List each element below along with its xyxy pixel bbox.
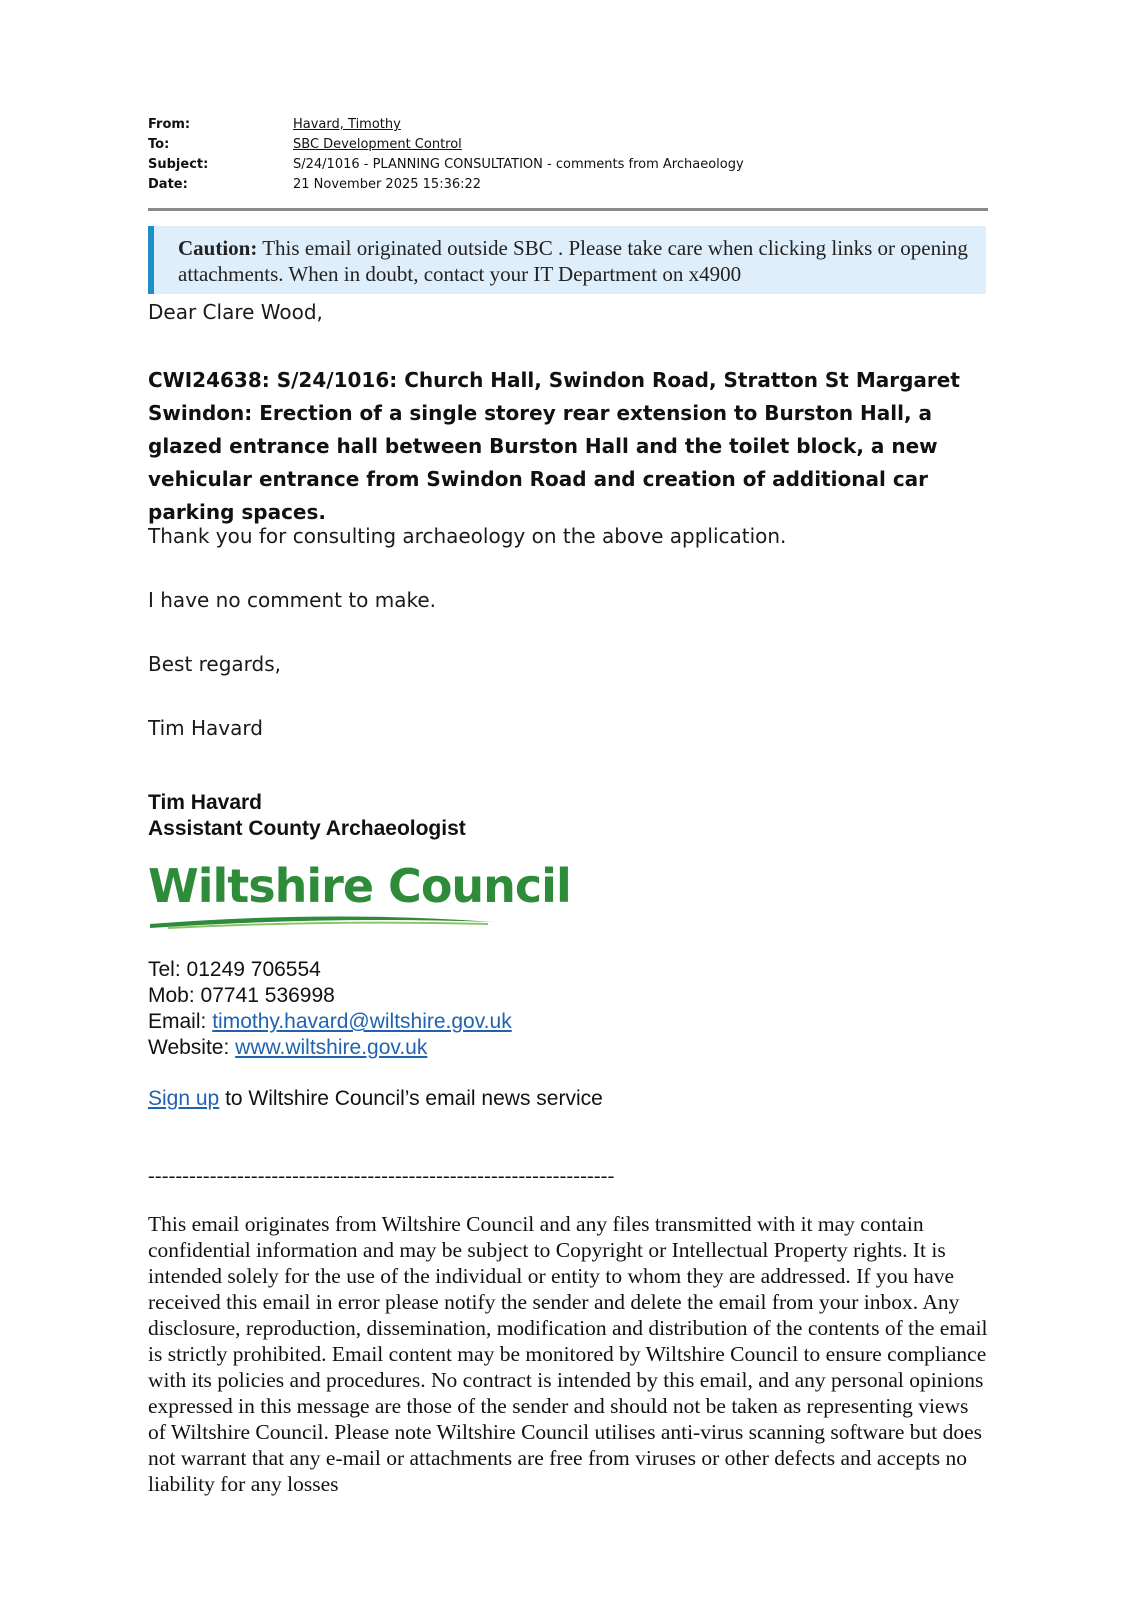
- from-row: [148, 117, 988, 137]
- website-line: Website: www.wiltshire.gov.uk: [148, 1036, 428, 1059]
- mob-value: 07741 536998: [200, 984, 335, 1007]
- mob-line: Mob: 07741 536998: [148, 984, 335, 1007]
- logo-wordmark: Wiltshire Council: [148, 859, 571, 913]
- email-link[interactable]: timothy.havard@wiltshire.gov.uk: [212, 1010, 512, 1033]
- subject-value: S/24/1016 - PLANNING CONSULTATION - comments from Archaeology: [293, 157, 744, 172]
- subject-label: Subject:: [148, 157, 209, 172]
- signature-name: Tim Havard: [148, 791, 262, 814]
- header-divider: [148, 208, 988, 211]
- email-line: Email: timothy.havard@wiltshire.gov.uk: [148, 1010, 512, 1033]
- signoff-line: Tim Havard: [148, 716, 263, 740]
- from-label: From:: [148, 117, 191, 132]
- caution-text: This email originated outside SBC . Please take care when clicking links or opening attachments. When in doubt, contact your IT Department on x4900: [178, 236, 968, 286]
- caution-banner: [148, 226, 986, 294]
- thanks-line: Thank you for consulting archaeology on the above application.: [148, 524, 787, 548]
- legal-disclaimer: This email originates from Wiltshire Council and any files transmitted with it may contain confidential information and may be subject to Copyright or Intellectual Property rights. It is intended solely for the use of the individual or entity to whom they are addressed. If you have received this email in error please notify the sender and delete the email from your inbox. Any disclosure, reproduction, dissemination, modification and distribution of the contents of the email is strictly prohibited. Email content may be monitored by Wiltshire Council to ensure compliance with its policies and procedures. No contract is intended by this email, and any personal opinions expressed in this message are those of the sender and should not be taken as representing views of Wiltshire Council. Please note Wiltshire Council utilises anti-virus scanning software but does not warrant that any e-mail or attachments are free from viruses or other defects and accepts no liability for any losses: [148, 1212, 988, 1496]
- application-title: CWI24638: S/24/1016: Church Hall, Swindon Road, Stratton St Margaret Swindon: Erection of a single storey rear extension to Burston Hall, a glazed entrance hall between Burston Hall and the toilet block, a new vehicular entrance from Swindon Road and creation of additional car parking spaces.: [148, 368, 960, 524]
- tel-value: 01249 706554: [186, 958, 321, 981]
- to-label: To:: [148, 137, 170, 152]
- signup-text: to Wiltshire Council’s email news service: [219, 1087, 603, 1110]
- tel-line: Tel: 01249 706554: [148, 958, 321, 981]
- caution-label: Caution:: [178, 236, 258, 260]
- greeting: Dear Clare Wood,: [148, 300, 323, 324]
- footer-separator: --------------------------------------------------------------------: [148, 1165, 615, 1187]
- signature-title: Assistant County Archaeologist: [148, 817, 466, 840]
- logo-swoosh-icon: [148, 908, 508, 932]
- to-row: [148, 137, 988, 157]
- date-label: Date:: [148, 177, 188, 192]
- contact-details: [148, 957, 512, 1061]
- signup-line: [148, 1087, 603, 1111]
- email-header: [148, 117, 988, 197]
- date-row: [148, 177, 988, 197]
- website-link[interactable]: www.wiltshire.gov.uk: [235, 1036, 428, 1059]
- wiltshire-council-logo: [148, 858, 571, 958]
- from-link[interactable]: Havard, Timothy: [293, 117, 401, 132]
- signup-link[interactable]: Sign up: [148, 1087, 220, 1110]
- date-value: 21 November 2025 15:36:22: [293, 177, 482, 192]
- to-link[interactable]: SBC Development Control: [293, 137, 462, 152]
- signature-block: [148, 790, 466, 842]
- closing-line: Best regards,: [148, 652, 282, 676]
- subject-row: [148, 157, 988, 177]
- comment-line: I have no comment to make.: [148, 588, 437, 612]
